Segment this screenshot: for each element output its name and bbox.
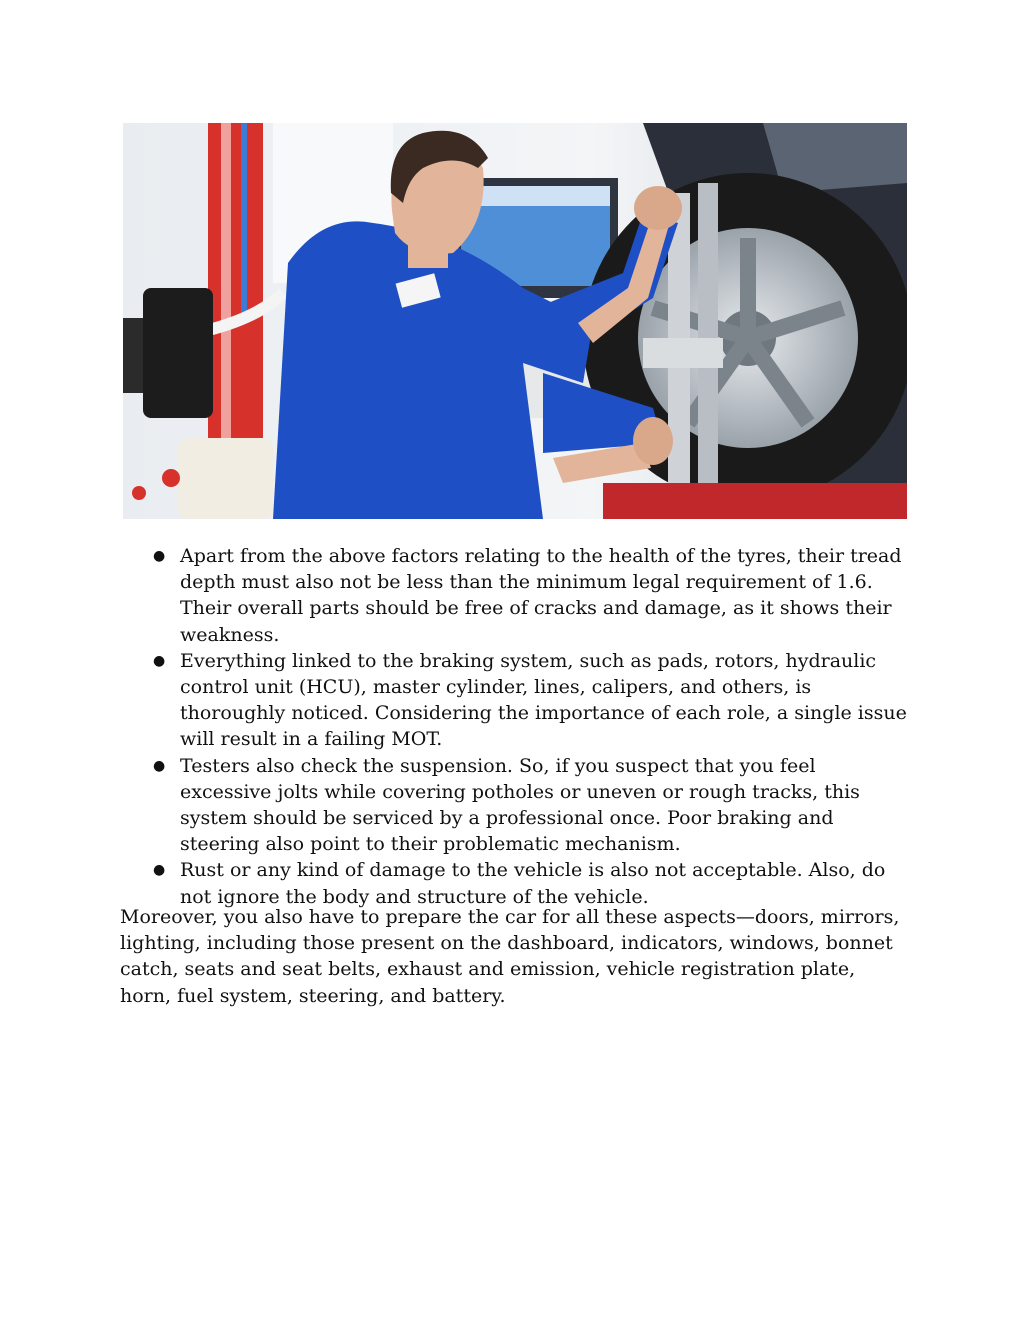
list-item bbox=[120, 543, 910, 648]
bullet-icon: ● bbox=[153, 862, 166, 879]
mechanic-wheel-alignment-photo bbox=[123, 123, 907, 519]
list-item bbox=[120, 753, 910, 858]
bullet-text: Apart from the above factors relating to the health of the tyres, their tread depth must also not be less than the minimum legal requirement of 1.6. Their overall parts should be free of cracks and damage, as it shows their weakness. bbox=[180, 545, 902, 646]
list-item bbox=[120, 857, 910, 909]
bullet-icon: ● bbox=[153, 757, 166, 774]
bullet-text: Rust or any kind of damage to the vehicle is also not acceptable. Also, do not ignore the body and structure of the vehicle. bbox=[180, 859, 886, 908]
bullet-icon: ● bbox=[153, 652, 166, 669]
bullet-icon: ● bbox=[153, 548, 166, 564]
requirements-bullet-list bbox=[120, 543, 910, 910]
bullet-text: Everything linked to the braking system, such as pads, rotors, hydraulic control unit (HCU), master cylinder, lines, calipers, and others, is thoroughly noticed. Considering the importance of each role, a single issue will result in a failing MOT. bbox=[180, 649, 907, 751]
list-item bbox=[120, 648, 910, 753]
bullet-text: Testers also check the suspension. So, if you suspect that you feel excessive jolts while covering potholes or uneven or rough tracks, this system should be serviced by a professional once. Poor braking and steering also point to their problematic mechanism. bbox=[180, 754, 860, 856]
mechanic-illustration bbox=[123, 123, 907, 519]
body-paragraph: Moreover, you also have to prepare the car for all these aspects—doors, mirrors, lighting, including those present on the dashboard, indicators, windows, bonnet catch, seats and seat belts, exhaust and emission, vehicle registration plate, horn, fuel system, steering, and battery. bbox=[120, 906, 900, 1007]
